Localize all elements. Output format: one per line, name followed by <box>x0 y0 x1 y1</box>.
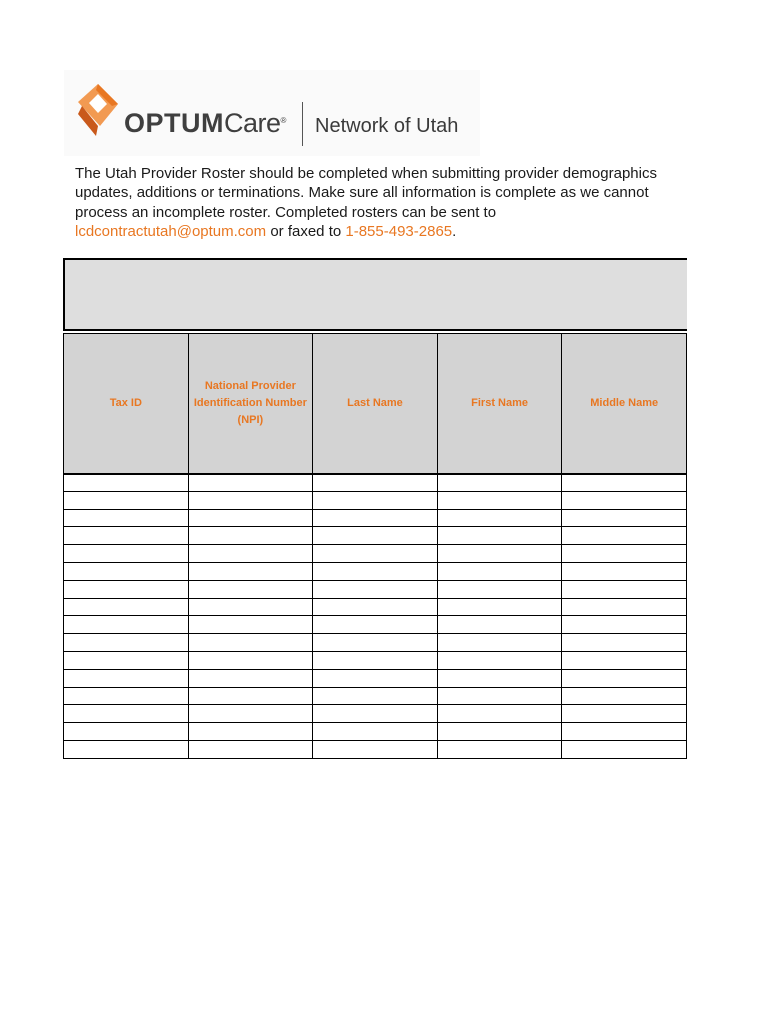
logo-band <box>64 70 480 156</box>
intro-text-middle: or faxed to <box>266 222 346 240</box>
table-cell[interactable] <box>562 598 687 616</box>
registered-mark: ® <box>280 116 287 125</box>
table-cell[interactable] <box>437 705 562 723</box>
table-cell[interactable] <box>437 527 562 545</box>
table-row <box>64 669 687 687</box>
table-cell[interactable] <box>437 545 562 563</box>
table-cell[interactable] <box>313 491 438 509</box>
table-cell[interactable] <box>188 740 313 758</box>
table-cell[interactable] <box>437 616 562 634</box>
table-cell[interactable] <box>188 669 313 687</box>
column-header-npi: National Provider Identification Number (NPI) <box>188 334 313 474</box>
column-header-last-name: Last Name <box>313 334 438 474</box>
table-cell[interactable] <box>313 723 438 741</box>
brand-primary: OPTUM <box>124 108 224 138</box>
table-row <box>64 705 687 723</box>
table-cell[interactable] <box>313 687 438 705</box>
table-cell[interactable] <box>64 723 189 741</box>
table-cell[interactable] <box>64 580 189 598</box>
table-cell[interactable] <box>64 651 189 669</box>
table-row <box>64 740 687 758</box>
table-cell[interactable] <box>188 545 313 563</box>
brand-divider <box>302 102 303 146</box>
table-cell[interactable] <box>313 580 438 598</box>
table-cell[interactable] <box>562 669 687 687</box>
table-cell[interactable] <box>188 562 313 580</box>
table-cell[interactable] <box>562 687 687 705</box>
table-cell[interactable] <box>188 580 313 598</box>
table-cell[interactable] <box>64 509 189 527</box>
table-cell[interactable] <box>313 740 438 758</box>
fax-number: 1-855-493-2865 <box>345 222 453 240</box>
table-cell[interactable] <box>437 562 562 580</box>
table-cell[interactable] <box>313 598 438 616</box>
table-cell[interactable] <box>313 669 438 687</box>
table-row <box>64 527 687 545</box>
table-cell[interactable] <box>562 491 687 509</box>
table-row <box>64 474 687 492</box>
provider-roster-table <box>63 333 687 759</box>
table-row <box>64 651 687 669</box>
intro-text-end: . <box>452 222 457 240</box>
table-cell[interactable] <box>437 651 562 669</box>
table-cell[interactable] <box>562 474 687 492</box>
table-cell[interactable] <box>562 527 687 545</box>
table-row <box>64 509 687 527</box>
intro-paragraph <box>75 164 685 241</box>
table-cell[interactable] <box>562 634 687 652</box>
table-cell[interactable] <box>64 634 189 652</box>
table-cell[interactable] <box>64 740 189 758</box>
table-cell[interactable] <box>64 616 189 634</box>
table-cell[interactable] <box>437 669 562 687</box>
table-cell[interactable] <box>562 580 687 598</box>
table-cell[interactable] <box>64 527 189 545</box>
network-name: Network of Utah <box>315 115 459 137</box>
table-cell[interactable] <box>313 705 438 723</box>
column-header-middle-name: Middle Name <box>562 334 687 474</box>
table-cell[interactable] <box>562 509 687 527</box>
table-cell[interactable] <box>562 723 687 741</box>
table-cell[interactable] <box>562 545 687 563</box>
table-cell[interactable] <box>562 616 687 634</box>
table-cell[interactable] <box>313 474 438 492</box>
table-cell[interactable] <box>188 527 313 545</box>
table-cell[interactable] <box>188 723 313 741</box>
table-row <box>64 723 687 741</box>
table-cell[interactable] <box>437 687 562 705</box>
table-cell[interactable] <box>64 598 189 616</box>
table-cell[interactable] <box>188 651 313 669</box>
table-cell[interactable] <box>64 474 189 492</box>
table-cell[interactable] <box>188 687 313 705</box>
table-cell[interactable] <box>313 651 438 669</box>
table-cell[interactable] <box>64 491 189 509</box>
table-cell[interactable] <box>313 616 438 634</box>
table-cell[interactable] <box>64 687 189 705</box>
table-cell[interactable] <box>188 705 313 723</box>
table-cell[interactable] <box>313 527 438 545</box>
table-row <box>64 616 687 634</box>
table-cell[interactable] <box>188 474 313 492</box>
table-row <box>64 634 687 652</box>
table-cell[interactable] <box>313 545 438 563</box>
table-cell[interactable] <box>437 474 562 492</box>
table-cell[interactable] <box>562 651 687 669</box>
brand-secondary: Care <box>224 108 281 138</box>
roster-body <box>64 474 687 759</box>
table-cell[interactable] <box>562 740 687 758</box>
table-cell[interactable] <box>437 491 562 509</box>
table-row <box>64 580 687 598</box>
table-cell[interactable] <box>437 509 562 527</box>
table-cell[interactable] <box>64 705 189 723</box>
table-cell[interactable] <box>188 616 313 634</box>
email-link[interactable]: lcdcontractutah@optum.com <box>75 222 267 240</box>
table-cell[interactable] <box>64 545 189 563</box>
table-cell[interactable] <box>64 562 189 580</box>
table-row <box>64 687 687 705</box>
table-cell[interactable] <box>437 580 562 598</box>
table-cell[interactable] <box>188 598 313 616</box>
column-header-tax-id: Tax ID <box>64 334 189 474</box>
table-row <box>64 598 687 616</box>
column-header-first-name: First Name <box>437 334 562 474</box>
table-cell[interactable] <box>313 509 438 527</box>
brand-wordmark <box>124 108 286 138</box>
table-cell[interactable] <box>188 491 313 509</box>
table-cell[interactable] <box>562 562 687 580</box>
table-row <box>64 491 687 509</box>
table-cell[interactable] <box>437 723 562 741</box>
table-cell[interactable] <box>188 634 313 652</box>
table-cell[interactable] <box>313 562 438 580</box>
table-cell[interactable] <box>437 740 562 758</box>
table-cell[interactable] <box>437 634 562 652</box>
optum-logo-icon <box>76 80 124 138</box>
table-cell[interactable] <box>188 509 313 527</box>
table-header-row <box>64 334 687 474</box>
roster-title-box <box>63 258 687 331</box>
table-cell[interactable] <box>313 634 438 652</box>
table-cell[interactable] <box>437 598 562 616</box>
table-row <box>64 562 687 580</box>
intro-text: The Utah Provider Roster should be completed when submitting provider demographics updates, additions or terminations. Make sure all information is complete as we cannot process an incomplete roster. Completed rosters can be sent to <box>75 165 657 221</box>
table-cell[interactable] <box>64 669 189 687</box>
table-cell[interactable] <box>562 705 687 723</box>
table-row <box>64 545 687 563</box>
